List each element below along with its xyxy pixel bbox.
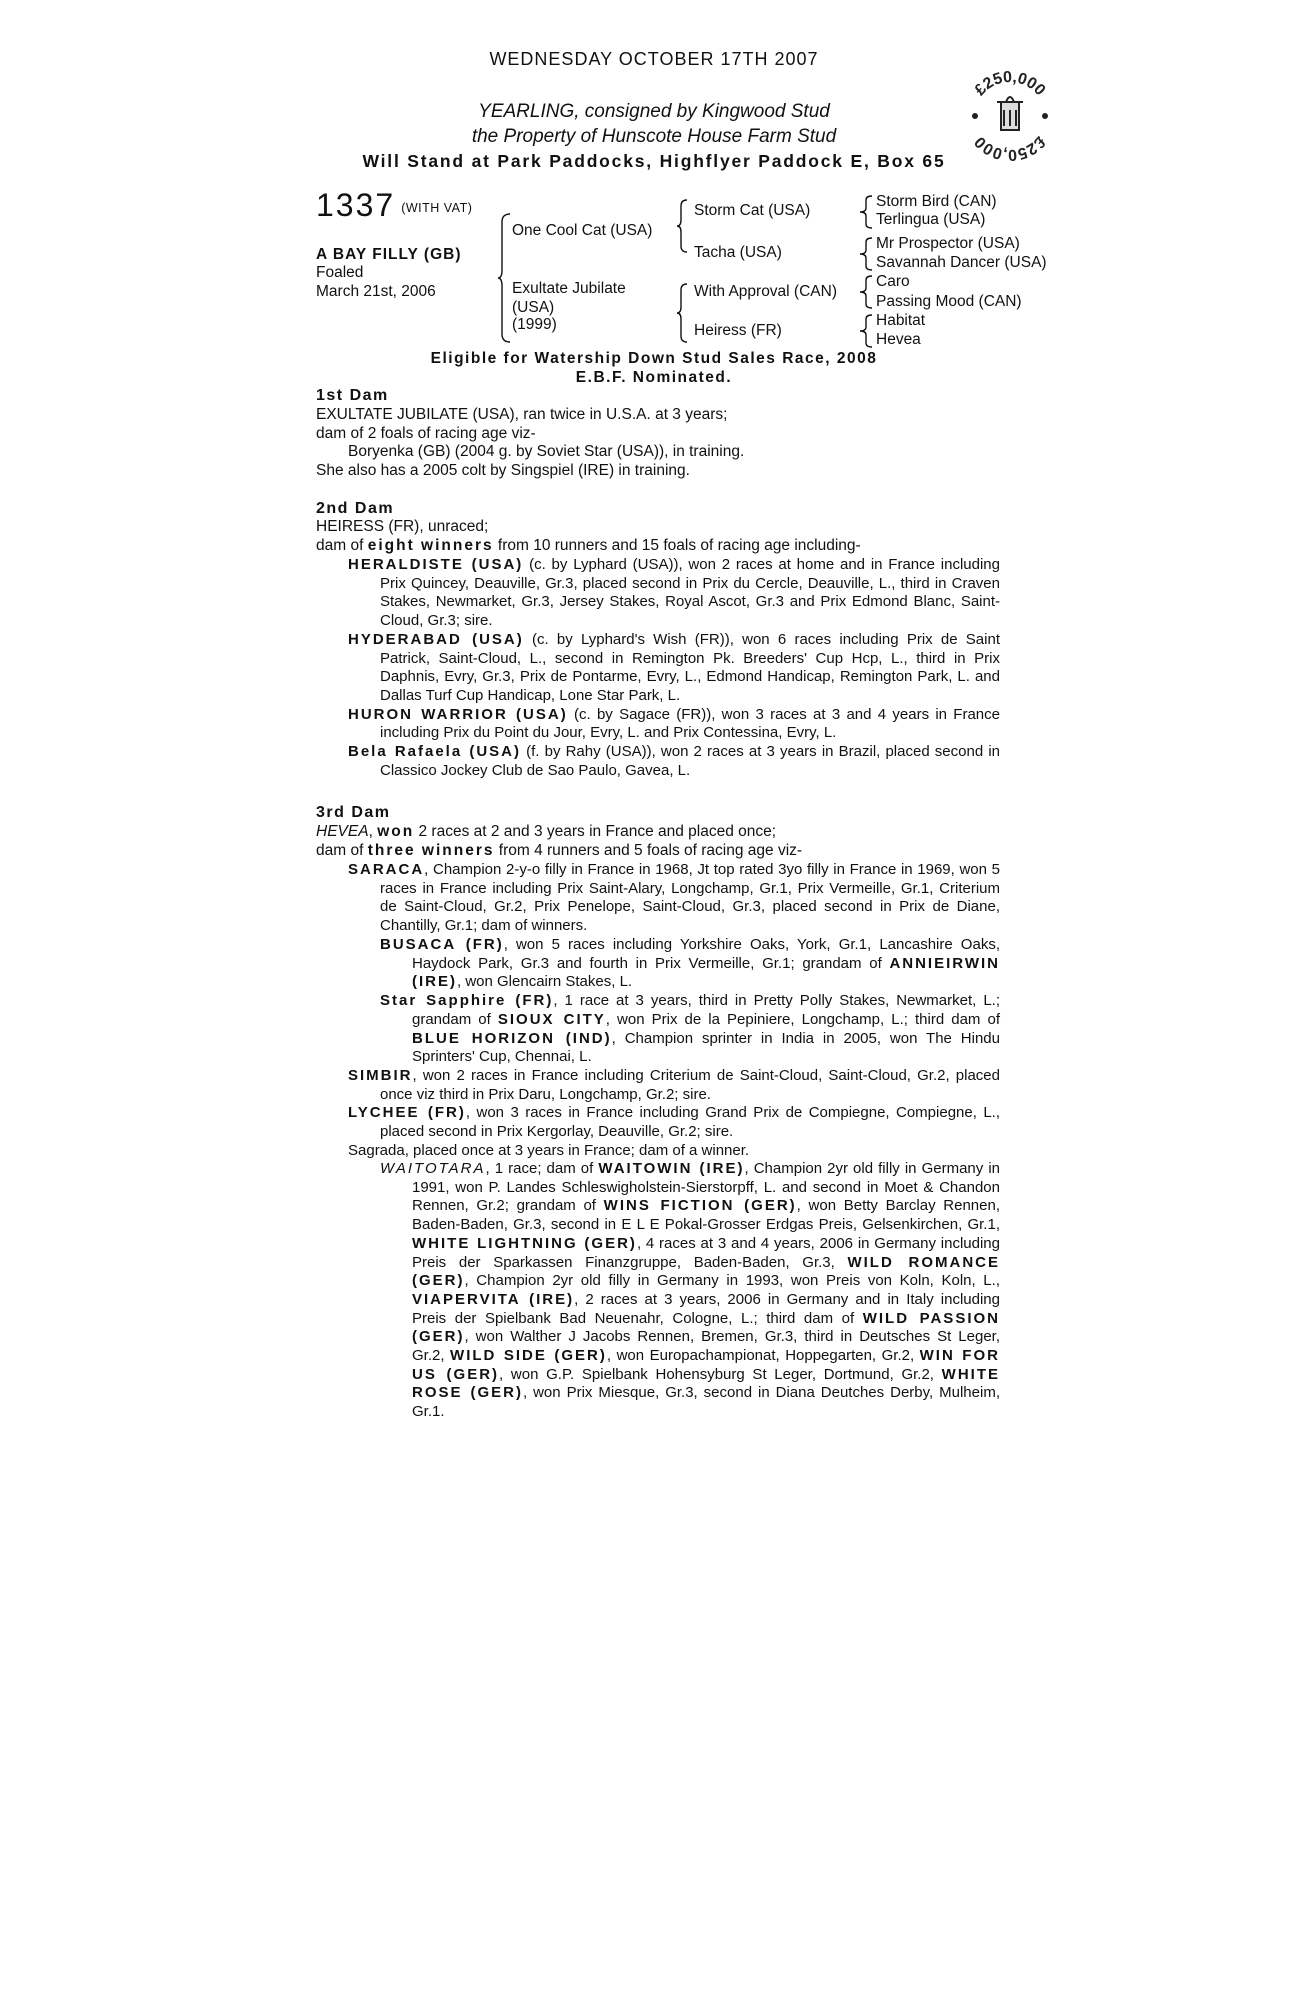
pedigree-g3-3: Mr Prospector (USA)	[876, 235, 1020, 252]
pedigree-sire-sire: Storm Cat (USA)	[694, 202, 811, 219]
second-dam-heading: 2nd Dam	[316, 500, 395, 517]
first-dam-line-1: EXULTATE JUBILATE (USA), ran twice in U.S.A. at 3 years;	[316, 406, 728, 423]
price-stamp-icon	[960, 66, 1060, 166]
third-dam-line-1: HEVEA, won 2 races at 2 and 3 years in France and placed once;	[316, 823, 777, 840]
vat-label: (WITH VAT)	[401, 201, 473, 215]
stamp-price-top: £250,000	[971, 68, 1049, 100]
pedigree-brace-g3-1	[860, 194, 874, 230]
progeny-entry-star-sapphire: Star Sapphire (FR), 1 race at 3 years, third in Pretty Polly Stakes, Newmarket, L.; grandam of SIOUX CITY, won Prix de la Pepiniere, Longchamp, L.; third dam of BLUE HORIZON (IND), Champion sprinter in India in 2005, won The Hindu Sprinters' Cup, Chennai, L.	[380, 992, 1001, 1066]
first-dam-line-4: She also has a 2005 colt by Singspiel (IRE) in training.	[316, 462, 690, 479]
third-dam-progeny-2	[348, 1067, 1000, 1161]
pedigree-dam-sire: With Approval (CAN)	[694, 283, 837, 300]
third-dam-dam-of: dam of three winners from 4 runners and 5 foals of racing age viz-	[316, 842, 803, 859]
pedigree-g3-1: Storm Bird (CAN)	[876, 193, 997, 210]
pedigree-g3-8: Hevea	[876, 331, 921, 348]
sale-date: WEDNESDAY OCTOBER 17TH 2007	[489, 49, 819, 69]
progeny-entry: HYDERABAD (USA) (c. by Lyphard's Wish (FR)), won 6 races including Prix de Saint Patrick, Saint-Cloud, L., second in Remington Pk. Breeders' Cup Hcp, L., third in Prix Daphnis, Evry, Gr.3, Prix de Pontarme, Evry, L., Edmond Handicap, Remington Park, L. and Dallas Turf Cup Handicap, Lone Star Park, L.	[348, 630, 1000, 704]
progeny-entry-waitotara: WAITOTARA, 1 race; dam of WAITOWIN (IRE), Champion 2yr old filly in Germany in 1991, won P. Landes Schleswigholstein-Sierstorpff, L. and second in Moet & Chandon Rennen, Gr.2; grandam of WINS FICTION (GER), won Betty Barclay Rennen, Baden-Baden, Gr.3, second in E L E Pokal-Grosser Erdgas Preis, Gelsenkirchen, Gr.1, WHITE LIGHTNING (GER), 4 races at 3 and 4 years, 2006 in Germany including Preis der Sparkassen Finanzgruppe, Baden-Baden, Gr.3, WILD ROMANCE (GER), Champion 2yr old filly in Germany in 1993, won Preis von Koln, Koln, L., VIAPERVITA (IRE), 2 races at 3 years, 2006 in Germany and in Italy including Preis der Spielbank Bad Neuenahr, Cologne, L.; third dam of WILD PASSION (GER), won Walther J Jacobs Rennen, Bremen, Gr.3, third in Deutsches St Leger, Gr.2, WILD SIDE (GER), won Europachampionat, Hoppegarten, Gr.2, WIN FOR US (GER), won G.P. Spielbank Hohensyburg St Leger, Dortmund, Gr.2, WHITE ROSE (GER), won Prix Miesque, Gr.3, second in Diana Deutches Derby, Mulheim, Gr.1.	[380, 1160, 1001, 1421]
pedigree-brace-g3-2	[860, 236, 874, 272]
first-dam-line-3: Boryenka (GB) (2004 g. by Soviet Star (USA)), in training.	[348, 443, 745, 460]
pedigree-dam-line-1: Exultate Jubilate	[512, 280, 626, 297]
pedigree-dam-line-2: (USA)	[512, 299, 555, 316]
third-dam-heading: 3rd Dam	[316, 804, 391, 821]
stand-location: Will Stand at Park Paddocks, Highflyer Paddock E, Box 65	[362, 151, 946, 171]
progeny-entry: HURON WARRIOR (USA) (c. by Sagace (FR)), won 3 races at 3 and 4 years in France including Prix du Point du Jour, Evry, L. and Prix Contessina, Evry, L.	[348, 705, 1000, 742]
svg-text:£250,000	[972, 133, 1049, 163]
pedigree-sire-dam: Tacha (USA)	[694, 244, 782, 261]
lot-description: A BAY FILLY (GB)	[316, 246, 462, 263]
progeny-entry-saraca: SARACA, Champion 2-y-o filly in France in 1968, Jt top rated 3yo filly in France in 1969, won 5 races in France including Prix Saint-Alary, Longchamp, Gr.1, Prix Vermeille, Gr.1, Criterium de Saint-Cloud, Gr.2, Prix Penelope, Saint-Cloud, Gr.3, placed second in Prix de Diane, Chantilly, Gr.1; dam of winners.	[348, 861, 1000, 935]
pedigree-brace-g3-3	[860, 274, 874, 310]
pedigree-g3-7: Habitat	[876, 312, 926, 329]
sagrada-progeny	[380, 1160, 1000, 1422]
saraca-progeny	[380, 936, 1000, 1067]
foaled-label: Foaled	[316, 264, 364, 281]
progeny-entry: Bela Rafaela (USA) (f. by Rahy (USA)), won 2 races at 3 years in Brazil, placed second in Classico Jockey Club de Sao Paulo, Gavea, L.	[348, 743, 1000, 779]
pedigree-g3-4: Savannah Dancer (USA)	[876, 254, 1047, 271]
pedigree-brace-g3-4	[860, 313, 874, 349]
pedigree-g3-5: Caro	[876, 273, 910, 290]
pedigree-dam-dam: Heiress (FR)	[694, 322, 782, 339]
first-dam-heading: 1st Dam	[316, 387, 389, 404]
pedigree-sire: One Cool Cat (USA)	[512, 222, 653, 239]
third-dam-progeny	[348, 861, 1000, 936]
pedigree-brace-sire	[677, 198, 689, 254]
eligibility-line-1: Eligible for Watership Down Stud Sales Race, 2008	[430, 350, 878, 367]
pedigree-dam-line-3: (1999)	[512, 316, 557, 333]
progeny-entry-busaca: BUSACA (FR), won 5 races including Yorkshire Oaks, York, Gr.1, Lancashire Oaks, Haydock Park, Gr.3 and fourth in Prix Vermeille, Gr.1; grandam of ANNIEIRWIN (IRE), won Glencairn Stakes, L.	[380, 936, 1000, 991]
eligibility-line-2: E.B.F. Nominated.	[575, 369, 733, 386]
svg-text:£250,000	[972, 69, 1049, 99]
second-dam-progeny	[348, 556, 1000, 780]
progeny-entry: HERALDISTE (USA) (c. by Lyphard (USA)), won 2 races at home and in France including Prix Quincey, Deauville, Gr.3, placed second in Prix du Cercle, Deauville, L., third in Craven Stakes, Newmarket, Gr.3, Jersey Stakes, Royal Ascot, Gr.3 and Prix Edmond Blanc, Saint-Cloud, Gr.3; sire.	[348, 556, 1000, 630]
pedigree-g3-2: Terlingua (USA)	[876, 211, 986, 228]
second-dam-line-1: HEIRESS (FR), unraced;	[316, 518, 489, 535]
stamp-price-bottom: £250,000	[971, 132, 1049, 164]
progeny-entry-sagrada: Sagrada, placed once at 3 years in France; dam of a winner.	[348, 1141, 750, 1159]
consignment-line: YEARLING, consigned by Kingwood Stud	[478, 101, 830, 122]
foaled-date: March 21st, 2006	[316, 283, 436, 300]
progeny-entry-lychee: LYCHEE (FR), won 3 races in France including Grand Prix de Compiegne, Compiegne, L., placed second in Prix Kergorlay, Deauville, Gr.2; sire.	[348, 1104, 1000, 1141]
pedigree-brace-dam	[677, 282, 689, 344]
pedigree-g3-6: Passing Mood (CAN)	[876, 293, 1022, 310]
pedigree-brace-main	[498, 212, 512, 344]
property-line: the Property of Hunscote House Farm Stud	[471, 126, 837, 147]
progeny-entry-simbir: SIMBIR, won 2 races in France including Criterium de Saint-Cloud, Saint-Cloud, Gr.2, placed once viz third in Prix Daru, Longchamp, Gr.2; sire.	[348, 1067, 1000, 1103]
second-dam-dam-of: dam of eight winners from 10 runners and 15 foals of racing age including-	[316, 537, 861, 554]
first-dam-line-2: dam of 2 foals of racing age viz-	[316, 425, 536, 442]
lot-number: 1337 (WITH VAT)	[316, 187, 473, 223]
